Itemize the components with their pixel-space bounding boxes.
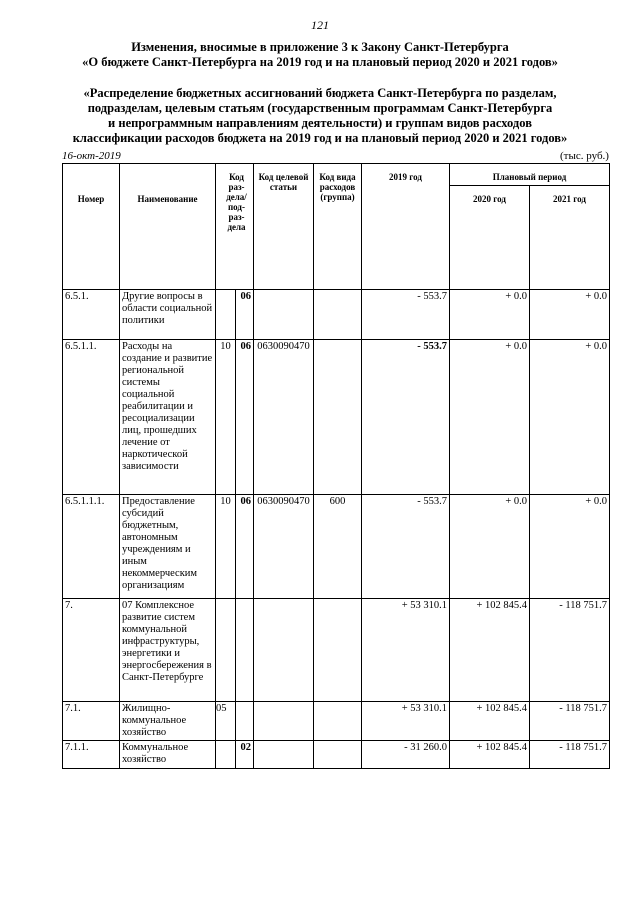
row-subsection: 06: [236, 290, 254, 340]
row-subsection: 02: [236, 741, 254, 769]
table-row: [63, 495, 610, 599]
row-value-2019: - 553.7: [362, 340, 450, 495]
row-subsection: 06: [236, 495, 254, 599]
row-number: 6.5.1.1.1.: [63, 495, 120, 599]
row-value-2020: + 0.0: [450, 340, 530, 495]
row-number: 7.: [63, 599, 120, 702]
row-value-2021: + 0.0: [530, 290, 610, 340]
row-target-code: [254, 741, 314, 769]
header-number: Номер: [63, 164, 120, 290]
row-value-2019: - 553.7: [362, 495, 450, 599]
row-value-2020: + 102 845.4: [450, 702, 530, 741]
row-expense-type: [314, 702, 362, 741]
row-name: 07 Комплексное развитие систем коммунальной инфраструктуры, энергетики и энергосбережения в Санкт-Петербурге: [120, 599, 216, 702]
table-row: [63, 741, 610, 769]
row-target-code: [254, 702, 314, 741]
row-section: 10: [216, 495, 236, 599]
row-value-2019: + 53 310.1: [362, 599, 450, 702]
subtitle-line: классификации расходов бюджета на 2019 год и на плановый период 2020 и 2021 годов»: [72, 131, 568, 145]
row-number: 7.1.: [63, 702, 120, 741]
row-value-2020: + 102 845.4: [450, 741, 530, 769]
header-2020: 2020 год: [450, 186, 530, 290]
row-expense-type: [314, 340, 362, 495]
header-section-code: Код раз-дела/ под-раз-дела: [216, 164, 254, 290]
header-2021: 2021 год: [530, 186, 610, 290]
row-target-code: 0630090470: [254, 495, 314, 599]
row-value-2020: + 102 845.4: [450, 599, 530, 702]
row-target-code: [254, 599, 314, 702]
header-name: Наименование: [120, 164, 216, 290]
row-section: 10: [216, 340, 236, 495]
row-value-2019: + 53 310.1: [362, 702, 450, 741]
table-row: [63, 340, 610, 495]
row-expense-type: [314, 741, 362, 769]
row-value-2019: - 31 260.0: [362, 741, 450, 769]
row-value-2021: - 118 751.7: [530, 702, 610, 741]
table-row: [63, 702, 610, 741]
subtitle-line: подразделам, целевым статьям (государственным программам Санкт-Петербурга: [87, 101, 553, 115]
row-name: Жилищно-коммунальное хозяйство: [120, 702, 216, 741]
row-section: 05: [216, 702, 236, 741]
row-name: Коммунальное хозяйство: [120, 741, 216, 769]
row-number: 7.1.1.: [63, 741, 120, 769]
title-line: Изменения, вносимые в приложение 3 к Закону Санкт-Петербурга: [131, 40, 509, 54]
header-expense-type: Код вида расходов (группа): [314, 164, 362, 290]
row-number: 6.5.1.1.: [63, 340, 120, 495]
title-line: «О бюджете Санкт-Петербурга на 2019 год и на плановый период 2020 и 2021 годов»: [82, 55, 558, 69]
row-name: Предоставление субсидий бюджетным, автономным учреждениям и иным некоммерческим организациям: [120, 495, 216, 599]
row-subsection: [236, 599, 254, 702]
row-value-2019: - 553.7: [362, 290, 450, 340]
header-planned-period: Плановый период: [450, 164, 610, 186]
row-expense-type: [314, 290, 362, 340]
row-section: [216, 741, 236, 769]
subtitle-line: и непрограммным направлениям деятельности) и группам видов расходов: [108, 116, 532, 130]
budget-table-body: [63, 290, 610, 769]
table-row: [63, 290, 610, 340]
row-value-2020: + 0.0: [450, 290, 530, 340]
header-target-code: Код целевой статьи: [254, 164, 314, 290]
row-target-code: 0630090470: [254, 340, 314, 495]
row-subsection: 06: [236, 340, 254, 495]
row-name: Другие вопросы в области социальной политики: [120, 290, 216, 340]
row-value-2021: + 0.0: [530, 495, 610, 599]
table-row: [63, 599, 610, 702]
row-section: [216, 290, 236, 340]
document-subtitle: [0, 86, 640, 146]
document-date: 16-окт-2019: [62, 150, 121, 162]
budget-table: [62, 163, 610, 769]
row-expense-type: 600: [314, 495, 362, 599]
row-expense-type: [314, 599, 362, 702]
header-2019: 2019 год: [362, 164, 450, 290]
row-value-2021: - 118 751.7: [530, 599, 610, 702]
row-value-2021: - 118 751.7: [530, 741, 610, 769]
page-number: 121: [311, 18, 329, 32]
row-section: [216, 599, 236, 702]
row-value-2020: + 0.0: [450, 495, 530, 599]
row-target-code: [254, 290, 314, 340]
subtitle-line: «Распределение бюджетных ассигнований бюджета Санкт-Петербурга по разделам,: [83, 86, 557, 100]
row-value-2021: + 0.0: [530, 340, 610, 495]
units-label: (тыс. руб.): [560, 150, 609, 162]
row-number: 6.5.1.: [63, 290, 120, 340]
row-name: Расходы на создание и развитие региональной системы социальной реабилитации и ресоциализации лиц, прошедших лечение от наркотической зависимости: [120, 340, 216, 495]
document-title: [0, 40, 640, 70]
row-subsection: [236, 702, 254, 741]
